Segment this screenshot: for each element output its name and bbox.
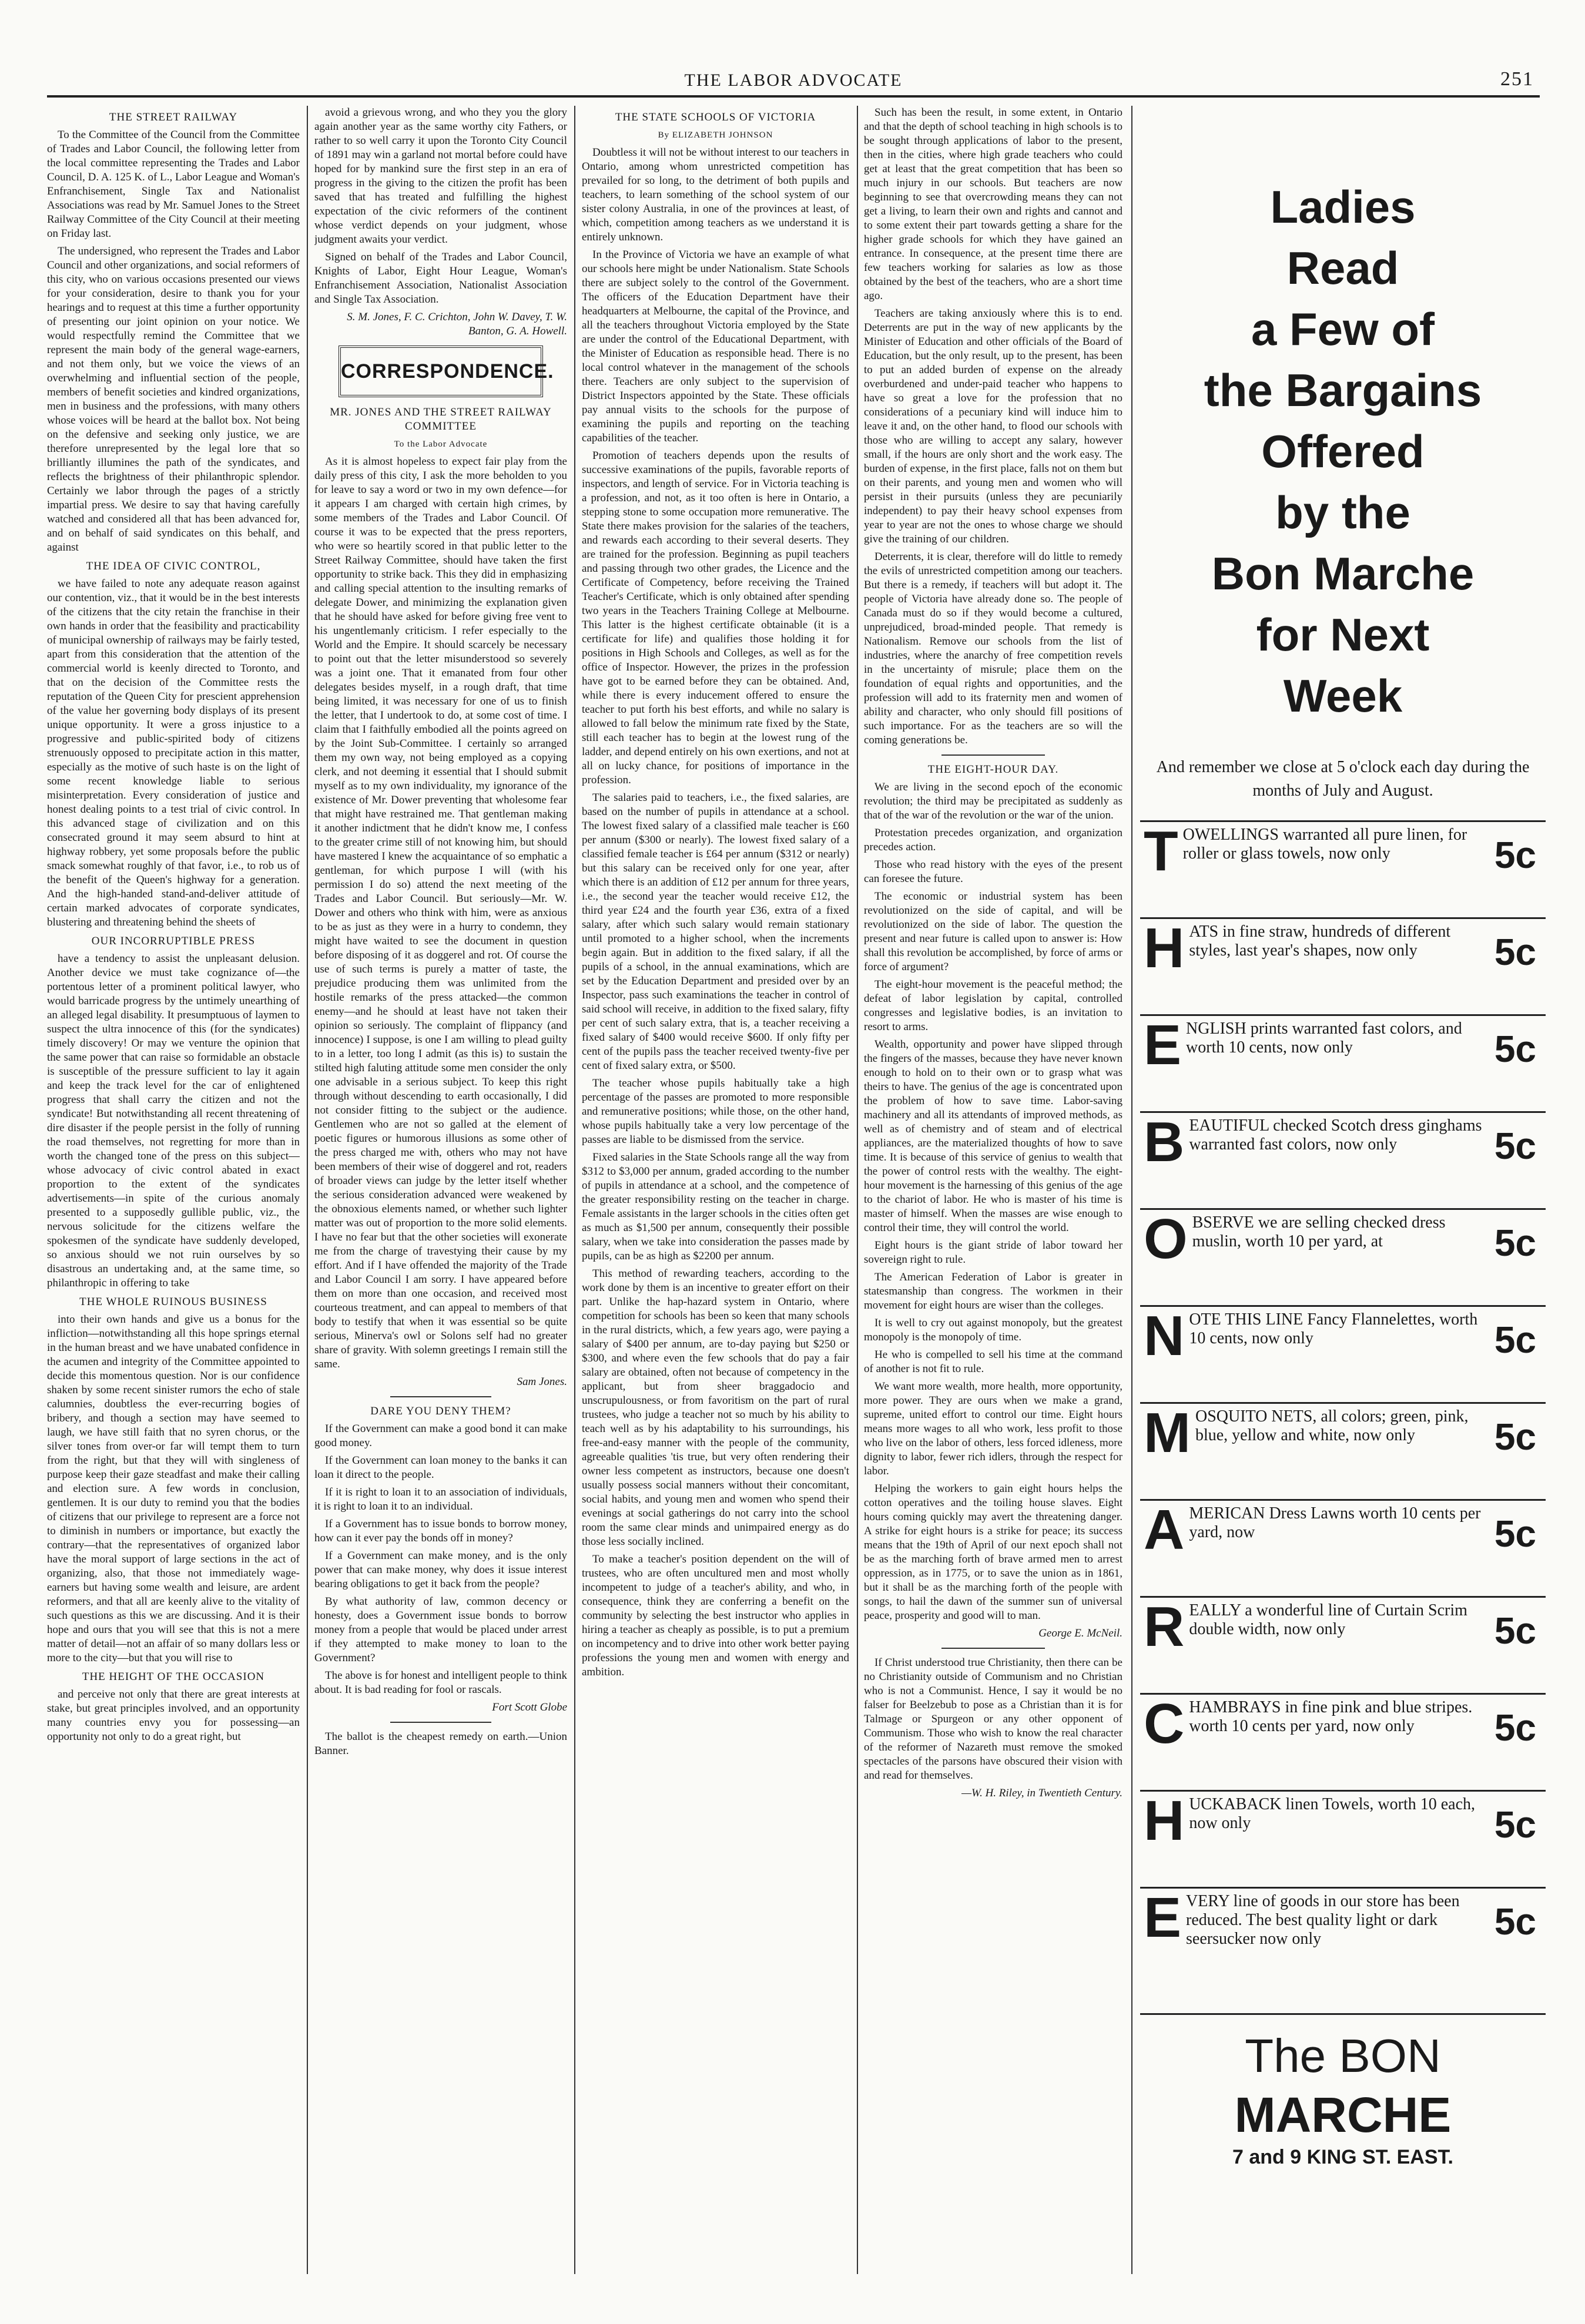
paragraph: Such has been the result, in some extent, in Ontario and that the depth of school teaching in high schools is to be sought through applications of labor to the present, then in the cities, where high grade teachers who could get at least that the great competition that has been so much injury in our schools. But teachers are now beginning to see that overcrowding means they can not get a living, to learn their own and rights and cannot and to some extent their part towards getting a share for the higher grade schools for which they have gained an entrance. In consequence, at the present time there are few teachers working for salaries as low as those obtained by the best of the teachers, who are a short time ago. — [864, 106, 1122, 302]
paragraph: The economic or industrial system has been revolutionized on the side of capital, and will be revolutionized on the side of labor. The question the present and near future is called upon to answer is: How shall this revolution be accomplished, by force of arms or force of argument? — [864, 890, 1122, 973]
column-2 — [314, 106, 567, 2280]
paragraph: Deterrents, it is clear, therefore will do little to remedy the evils of unrestricted competition among our teachers. But there is a remedy, if teachers will but adopt it. The people of Victoria have already done so. The people of Canada must do so if they would become a cultured, unprejudiced, broad-minded people. That remedy is Nationalism. Remove our schools from the list of industries, where the anarchy of free competition revels in the uncertainty of misrule; place them on the foundation of equal rights and opportunities, and the profession will add to its fraternity men and women of ability and character, who only should fill positions of such importance. For as the teachers are so will the coming generations be. — [864, 551, 1122, 746]
eight-hour-heading: THE EIGHT-HOUR DAY. — [927, 763, 1059, 776]
paragraph: The American Federation of Labor is greater in statesmanship than congress. The workmen in their movement for eight hours are wiser than the colleges. — [864, 1271, 1122, 1312]
ad-subtext: And remember we close at 5 o'clock each day during the months of July and August. — [1156, 758, 1530, 800]
ad-item-text: EAUTIFUL checked Scotch dress ginghams warranted fast colors, now only — [1189, 1116, 1482, 1153]
paragraph: This method of rewarding teachers, according to the work done by them is an incentive to greater effort on their part. Unlike the hap-hazard system in Ontario, where competition for schools has been so keen that many schools in the rural districts, which, a few years ago, were paying a salary of $400 per annum, are to-day paying but $250 or $300, and where even the few schools that do pay a fair salary are obtained, often not because of competency in the applicant, but from sheer braggadocio and unscrupulousness, or from favoritism on the part of rural trustees, who judge a teacher not so much by his ability to teach well as by his adaptability to his surroundings, his free-and-easy manner with the people of the community, agreeable qualities 'tis true, but very often rendering their owner less competent as instructors, because one doesn't usually possess social manners without their concomitant, social habits, and young men and women who spend their evenings at social gatherings do not carry into the school room the same clear minds and unimpaired energy as do those less socially inclined. — [582, 1267, 849, 1548]
headline-line: Ladies — [1270, 181, 1416, 233]
byline: By ELIZABETH JOHNSON — [658, 130, 773, 140]
section-rule — [390, 1396, 491, 1397]
signature: Sam Jones. — [517, 1376, 567, 1388]
ad-item-text: MERICAN Dress Lawns worth 10 cents per yard, now — [1189, 1504, 1481, 1541]
ad-item-initial: E — [1144, 1886, 1182, 1949]
street-railway-heading: THE STREET RAILWAY — [109, 111, 238, 123]
ad-item — [1140, 1208, 1546, 1305]
paragraph: We are living in the second epoch of the economic revolution; the third may be precipitated as suddenly as that of the war of the revolution or the war of the union. — [864, 781, 1122, 821]
ad-item-text: OSQUITO NETS, all colors; green, pink, blue, yellow and white, now only — [1195, 1407, 1469, 1444]
headline-line: Bon Marche — [1211, 548, 1475, 599]
ad-item-initial: A — [1144, 1498, 1185, 1561]
paragraph: The ballot is the cheapest remedy on earth.—Union Banner. — [314, 1731, 567, 1757]
column-divider — [307, 106, 308, 2274]
ad-item-initial: R — [1144, 1595, 1185, 1658]
ad-item — [1140, 1693, 1546, 1790]
paragraph: The undersigned, who represent the Trades and Labor Council and other organizations, and social reformers of this city, who on various occasions presented our views for your consideration, desire to thank you for your hearings and to request at this time a further opportunity of presenting our joint opinion on your notice. We would respectfully remind the Committee that we represent the main body of the general wage-earners, and not them only, but we voice the views of an overwhelming and influential section of the people, members of benefit societies and kindred organizations, men in business and the professions, with many others whose voices will be heard at the ballot box. Not being on the defensive and seeking only justice, we are therefore unrepresented by the legal lore that so brilliantly illumines the path of the syndicates, and reflects the brightness of their philanthropic splendor. Certainly we labor through the pages of a strictly impartial press. We desire to say that having carefully watched and considered all that has been advanced for, and on behalf of said syndicates on this behalf, and against — [47, 245, 300, 554]
section-rule — [941, 1648, 1045, 1649]
ad-item-initial: H — [1144, 917, 1185, 980]
ad-footer-the-bon: The BON — [1140, 2013, 1546, 2085]
state-schools-heading: THE STATE SCHOOLS OF VICTORIA — [615, 111, 816, 123]
paragraph: into their own hands and give us a bonus for the infliction—notwithstanding all this hope springs eternal in the human breast and we have unabated confidence in the acumen and integrity of the Committee appointed to decide this momentous question. Nor is our confidence shaken by some recent sinister rumors the echo of stale calumnies, doubtless the ever-recurring bogies of bribery, and though a section may have seemed to laugh, we have still faith that no syren chorus, or the silver tones from over-or far will tempt them to turn from the right, but that they will with singleness of purpose keep their gaze steadfast and make their calling and election sure. A few words in conclusion, gentlemen. It is our duty to remind you that the bodies of citizens that our privilege to represent are a force not to diminish in numbers or importance, but exactly the contrary—that the representatives of organized labor have the moral support of large sections in the act of organizing, also, that those not immediately wage-earners but having some wealth and leisure, are ardent reformers, and that all are keenly alive to the vitality of such questions as this we are discussing. And it is their hope and ours that you will see that this is not a mere matter of detail—not an affair of so many dollars less or more to the city—but that you will rise to — [47, 1313, 300, 1664]
paragraph: Doubtless it will not be without interest to our teachers in Ontario, among whom unrestricted competition has prevailed for so long, to the detriment of both pupils and teachers, to learn something of the school system of our sister colony Australia, in one of the provinces at least, of which, competition among teachers as we understand it is entirely unknown. — [582, 146, 849, 243]
ad-item-initial: M — [1144, 1401, 1191, 1464]
headline-line: Read — [1286, 242, 1399, 294]
ad-item-text: NGLISH prints warranted fast colors, and worth 10 cents, now only — [1186, 1020, 1462, 1057]
paragraph: The eight-hour movement is the peaceful method; the defeat of labor legislation by capital, controlled congresses and legislative bodies, is an invitation to resort to arms. — [864, 978, 1122, 1033]
ad-item-price: 5c — [1494, 1125, 1536, 1167]
paragraph: Teachers are taking anxiously where this is to end. Deterrents are put in the way of new applicants by the Minister of Education and other officials of the Board of Education, but the only result, up to the present, has been to put an added burden of expense on the already overburdened and under-paid teacher who happens to have so great a love for the profession that no considerations of a pecuniary kind will induce him to leave it and, on the other hand, to flood our schools with those who are willing to accept any salary, however small, if the hours are only short and the work easy. The burden of expense, in the first place, falls not on them but on their parents, and young men and women who will persist in their pursuits (unless they are pecuniarily independent) to pay their heavy school expenses from year to year are not the ones to whose charge we should give the training of our children. — [864, 307, 1122, 545]
paragraph: To make a teacher's position dependent on the will of trustees, who are often uncultured men and most wholly incompetent to judge of a teacher's ability, and who, in consequence, think they are conferring a benefit on the community by selecting the best instructor who applies in hiring a teacher as cheaply as possible, is to put a premium on incompetency and to drive into other work better paying professions the young men and women with energy and ambition. — [582, 1553, 849, 1678]
ad-item — [1140, 1305, 1546, 1402]
paragraph: If a Government can make money, and is the only power that can make money, why does it issue interest bearing obligations to get it back from the people? — [314, 1550, 567, 1590]
deny-heading: DARE YOU DENY THEM? — [370, 1405, 511, 1417]
newspaper-page — [47, 59, 1546, 2292]
ad-item-price: 5c — [1494, 1706, 1536, 1749]
ad-item-price: 5c — [1494, 1416, 1536, 1458]
paragraph: and perceive not only that there are great interests at stake, but great principles involved, and an opportunity many countries envy you for possessing—an opportunity not only to do a great right, but — [47, 1688, 300, 1743]
paragraph: We want more wealth, more health, more opportunity, more power. They are ours when we make a grand, supreme, united effort to control our time. Eight hours means more wages to all who work, less profit to those who live on the labor of others, less forced idleness, more dignity to labor, fewer rich idlers, through the respect for labor. — [864, 1380, 1122, 1477]
paragraph: Eight hours is the giant stride of labor toward her sovereign right to rule. — [864, 1239, 1122, 1266]
paragraph: If the Government can make a good bond it can make good money. — [314, 1423, 567, 1449]
headline-line: for Next — [1256, 609, 1430, 660]
occasion-heading: THE HEIGHT OF THE OCCASION — [82, 1671, 265, 1683]
ad-item-text: BSERVE we are selling checked dress muslin, worth 10 per yard, at — [1192, 1213, 1446, 1250]
paragraph: In the Province of Victoria we have an example of what our schools here might be under Nationalism. State Schools there are subject solely to the control of the Government. The officers of the Education Department have their headquarters at Melbourne, the capital of the Province, and all the teachers throughout Victoria employed by the State are under the control of the Educational Department, with the Minister of Education as responsible head. There is no local control whatever in the management of the schools there. Teachers are only subject to the supervision of District Inspectors appointed by the State. These officials pay annual visits to the schools for the purpose of examining the pupils and reporting on the teaching capabilities of the teacher. — [582, 249, 849, 444]
ad-item — [1140, 1014, 1546, 1111]
ad-footer-address: 7 and 9 KING ST. EAST. — [1232, 2146, 1453, 2168]
ad-item-initial: B — [1144, 1111, 1185, 1173]
paragraph: The teacher whose pupils habitually take a high percentage of the passes are promoted to more responsible and remunerative positions; while those, on the other hand, whose pupils habitually take a very low percentage of the passes are liable to be dismissed from the service. — [582, 1077, 849, 1146]
paragraph: Wealth, opportunity and power have slipped through the fingers of the masses, because they have never known enough to hold on to their own or to grasp what was theirs to have. The genius of the age is concentrated upon the problem of how to save time. Labor-saving machinery and all its attendants of improved methods, as well as of chemistry and of steam and of electrical appliances, are the materialized thoughts of how to save time. It is because of this service of genius to wealth that the power of control rests with the wealthy. The eight-hour movement is the harnessing of this genius of the age to the chariot of labor. He who is master of his time is master of himself. When the masses are wise enough to control their time, they will control the world. — [864, 1038, 1122, 1234]
running-header — [47, 65, 1540, 100]
section-rule — [390, 1722, 491, 1723]
paragraph: If Christ understood true Christianity, then there can be no Christianity outside of Communism and no Christian who is not a Communist. Hence, I say it would be no falser for Beelzebub to pose as a Christian than it is for Talmage or Spurgeon or any other opponent of Communism. Those who wish to know the real character of the reformer of Nazareth must remove the smoked spectacles of the parsons have obscured their vision with and read for themselves. — [864, 1656, 1122, 1782]
page-number: 251 — [1500, 68, 1534, 90]
paragraph: If a Government has to issue bonds to borrow money, how can it ever pay the bonds off in money? — [314, 1518, 567, 1544]
ad-item-price: 5c — [1494, 1028, 1536, 1070]
paragraph: have a tendency to assist the unpleasant delusion. Another device we must take cognizance of—the portentous letter of a prominent political lawyer, who would barricade progress by the untimely unearthing of an alleged legal disability. It presumptuous of laymen to suspect the ultra innocence of this (for the syndicates) timely discovery! Or may we venture the opinion that the same power that can raise so formidable an obstacle is susceptible of the pressure sufficient to lay it again and keep the track level for the car of enlightened progress that shall carry the citizen and not the syndicate! But notwithstanding all recent threatening of dire disaster if the people persist in the folly of running the road themselves, not regretting for more than in worth the changed tone of the press on this subject—whose advocacy of civic control abated in exact proportion to the extent of the syndicates advertisements—in spite of the curious anomaly presented to a supposedly gullible public, viz., the nervous solicitude for the citizens welfare the spokesmen of the syndicate have suddenly developed, so anxious should we not ruin ourselves by so disastrous an undertaking and, at the same time, so philanthropic in offering to take — [47, 953, 300, 1289]
ad-item — [1140, 820, 1546, 917]
ad-item — [1140, 1596, 1546, 1693]
ad-item-initial: O — [1144, 1208, 1188, 1270]
ad-item-initial: E — [1144, 1014, 1182, 1077]
headline-line: a Few of — [1251, 303, 1435, 355]
ad-item-text: OWELLINGS warranted all pure linen, for roller or glass towels, now only — [1182, 826, 1467, 863]
paragraph: By what authority of law, common decency or honesty, does a Government issue bonds to borrow money from a people that would be placed under arrest if they attempted to make money to loan to the Government? — [314, 1595, 567, 1664]
ad-item-price: 5c — [1494, 931, 1536, 973]
ad-item-text: EALLY a wonderful line of Curtain Scrim double width, now only — [1189, 1601, 1467, 1638]
paragraph: If the Government can loan money to the banks it can loan it direct to the people. — [314, 1454, 567, 1481]
correspondence-banner: CORRESPONDENCE. — [339, 346, 543, 397]
ad-item — [1140, 1887, 1546, 1984]
paragraph: Those who read history with the eyes of the present can foresee the future. — [864, 858, 1122, 885]
ad-item-price: 5c — [1494, 1222, 1536, 1264]
column-3 — [582, 106, 849, 2280]
ad-item-price: 5c — [1494, 1319, 1536, 1361]
ad-item-price: 5c — [1494, 1803, 1536, 1846]
headline-line: the Bargains — [1204, 364, 1482, 416]
paragraph: Promotion of teachers depends upon the results of successive examinations of the pupils, favorable reports of inspectors, and length of service. For in Victoria teaching is a profession, and not, as it too often is here in Ontario, a stepping stone to some occupation more remunerative. The State there makes provision for the salaries of the teachers, and rewards each according to their several deserts. They are trained for the profession. Beginning as pupil teachers and passing through two other grades, the Licence and the Certificate of Competency, before receiving the Trained Teacher's Certificate, which is only obtained after spending two years in the Teachers Training College at Melbourne. This latter is the highest certificate obtainable (it is a certificate for life) and qualifies those holding it for positions in High Schools and Colleges, as well as for the office of Inspector. However, the prizes in the profession have got to be earned before they can be obtained. And, while there is every inducement offered to ensure the teacher to put forth his best efforts, and while no salary is allowed to fall below the minimum rate fixed by the State, still each teacher has to begin at the lowest rung of the ladder, and depend entirely on his own exertions, and not at all on lucky chance, for positions of importance in the profession. — [582, 450, 849, 786]
ruinous-business-heading: THE WHOLE RUINOUS BUSINESS — [79, 1296, 267, 1308]
paragraph: Helping the workers to gain eight hours helps the cotton operatives and the toiling house slaves. Eight hours coming quickly may avert the threatening danger. A strike for eight hours is a strike for peace; its success means that the 19th of April of our next epoch shall not be as the marching forth of brave armed men to arrest oppression, as in 1775, or to save the union as in 1861, but it shall be as the marching forth of the people with songs, to hail the dawn of the summer sun of universal peace, prosperity and good will to man. — [864, 1483, 1122, 1622]
bon-marche-ad — [1140, 106, 1546, 2280]
signature: —W. H. Riley, in Twentieth Century. — [961, 1787, 1122, 1799]
ad-item-text: VERY line of goods in our store has been reduced. The best quality light or dark seersucker now only — [1186, 1892, 1460, 1948]
paragraph: avoid a grievous wrong, and who they you the glory again another year as the same worthy city Fathers, or rather to so well carry it upon the Toronto City Council of 1891 may win a garland not mortal before could have hoped for by mankind sure the first step in an era of progress in the giving to the citizen the profit has been saved that has treated and fulfilling the highest expectation of the civic reformers of the continent whose verdict depends on your judgment, whose judgment awaits your verdict. — [314, 106, 567, 246]
ad-item — [1140, 1402, 1546, 1499]
section-rule — [941, 754, 1045, 756]
headline-line: Offered — [1261, 425, 1425, 477]
mr-jones-heading: MR. JONES AND THE STREET RAILWAY COMMITTEE — [330, 406, 552, 432]
ad-item-text: HAMBRAYS in fine pink and blue stripes. worth 10 cents per yard, now only — [1189, 1698, 1473, 1735]
header-rule — [47, 95, 1540, 98]
paragraph: To the Committee of the Council from the Committee of Trades and Labor Council, the following letter from the local committee representing the Trades and Labor Council, D. A. 125 K. of L., Labor League and Woman's Enfranchisement, Single Tax and Nationalist Associations was read by Mr. Samuel Jones to the Street Railway Committee of the City Council at their meeting on Friday last. — [47, 129, 300, 240]
paragraph: As it is almost hopeless to expect fair play from the daily press of this city, I ask the more beholden to you for leave to say a word or two in my own defence—for it appears I am charged with certain high crimes, by some members of the Trades and Labor Council. Of course it was to be expected that the press reporters, who were so heartily scored in that public letter to the Street Railway Committee, should have taken the first opportunity to strike back. This they did in emphasizing and calling special attention to the insulting remarks of delegate Dower, and minimizing the explanation given that he should have asked for before giving free vent to his ungentlemanly criticism. I refer especially to the World and the Empire. It should scarcely be necessary to point out that the letter misunderstood so severely was a joint one. That it emanated from four other delegates besides myself, in a rough draft, that time being limited, it was necessary for one of us to finish the letter, that I undertook to do, at some cost of time. I claim that I faithfully embodied all the points agreed on by the Joint Sub-Committee. I certainly so arranged them my own way, not being employed as a copying clerk, and not deeming it essential that I should submit myself as to my own individuality, my ignorance of the existence of Mr. Dower preventing that wholesome fear that might have restrained me. That gentleman making it another indictment that he didn't know me, I confess to the greater crime still of not knowing him, but should have mastered I knew the acquaintance of so emphatic a gentleman, for which purpose I will (with his permission I do so) attend the next meeting of the Trades and Labor Council. But seriously—Mr. W. Dower and others who think with him, were as anxious to be as just as they were in a hurry to condemn, they might have waited to see the document in question before disposing of it as doggerel and rot. Of course the use of such terms is purely a matter of taste, the prejudice producing them was unlimited from the hostile remarks of the press attacked—the common enemy—and he should at least have not taken their opinion so seriously. The complaint of flippancy (and innocence) I suppose, is one I am willing to plead guilty to in a letter, too long I admit (as this is) to sustain the stilted high faluting attitude some men consider the only one advisable in a serious subject. To keep this right through without descending to earth occasionally, I did not consider fitting to the subject or the audience. Gentlemen who are not so galled at the element of poetic figures or humorous illusions as some other of the press charged me with, others who may not have been members of their wise of doggerel and rot, readers of broader views can judge by the letter itself whether the serious consideration advanced were weakened by the obnoxious elements named, or whether such lighter matter was out of proportion to the more solid elements. I have no fear but that the other societies will exonerate me from the charge of travestying their cause by my effort. And if I have offended the majority of the Trade and Labor Council I am sorry. I have appeared before them on more than one occasion, and received most courteous treatment, and can appeal to members of that body to testify that when it was essential so be quite serious, Minerva's owl or Solons self had no greater share of gravity. With solemn greetings I remain still the same. — [314, 455, 567, 1370]
byline: To the Labor Advocate — [394, 440, 488, 449]
paragraph: The above is for honest and intelligent people to think about. It is bad reading for fool or rascals. — [314, 1669, 567, 1696]
paragraph: Protestation precedes organization, and organization precedes action. — [864, 827, 1122, 853]
headline-line: Week — [1283, 670, 1403, 722]
paragraph: He who is compelled to sell his time at the command of another is not fit to rule. — [864, 1349, 1122, 1375]
ad-headline — [1140, 176, 1546, 726]
ad-item — [1140, 1111, 1546, 1208]
ad-item-price: 5c — [1494, 1513, 1536, 1555]
column-4 — [864, 106, 1122, 2280]
paragraph: Signed on behalf of the Trades and Labor Council, Knights of Labor, Eight Hour League, Woman's Enfranchisement Association, Nationalist Association and Single Tax Association. — [314, 251, 567, 306]
ad-item-initial: T — [1144, 820, 1178, 883]
newspaper-title: THE LABOR ADVOCATE — [684, 71, 903, 90]
paragraph: Fixed salaries in the State Schools range all the way from $312 to $3,000 per annum, graded according to the number of pupils in attendance at a school, and the competence of the greater responsibility resting on the teacher in charge. Female assistants in the larger schools in the cities often get as much as $1,500 per annum, consequently their possible salary, when we take into consideration the passes made by pupils, can be as high as $2200 per annum. — [582, 1151, 849, 1262]
ad-item-price: 5c — [1494, 1609, 1536, 1652]
column-1 — [47, 106, 300, 2280]
signature: George E. McNeil. — [1038, 1627, 1122, 1639]
civic-control-heading: THE IDEA OF CIVIC CONTROL, — [86, 560, 261, 572]
ad-item-price: 5c — [1494, 1900, 1536, 1943]
ad-item — [1140, 917, 1546, 1014]
ad-item-initial: C — [1144, 1692, 1185, 1755]
column-divider — [857, 106, 858, 2274]
ad-item-text: ATS in fine straw, hundreds of different styles, last year's shapes, now only — [1189, 923, 1451, 960]
column-divider — [1131, 106, 1132, 2274]
ad-item-text: UCKABACK linen Towels, worth 10 each, now only — [1189, 1795, 1476, 1832]
signature: Fort Scott Globe — [492, 1701, 567, 1713]
column-divider — [574, 106, 575, 2274]
headline-line: by the — [1275, 487, 1410, 538]
ad-item-initial: N — [1144, 1304, 1185, 1367]
ad-item-list — [1140, 820, 1546, 1984]
ad-item-text: OTE THIS LINE Fancy Flannelettes, worth 10 cents, now only — [1189, 1310, 1478, 1347]
press-heading: OUR INCORRUPTIBLE PRESS — [91, 935, 256, 947]
paragraph: It is well to cry out against monopoly, but the greatest monopoly is the monopoly of time. — [864, 1317, 1122, 1343]
ad-item-initial: H — [1144, 1789, 1185, 1852]
ad-item — [1140, 1790, 1546, 1887]
ad-item — [1140, 1499, 1546, 1596]
paragraph: If it is right to loan it to an association of individuals, it is right to loan it to an individual. — [314, 1486, 567, 1513]
signers: S. M. Jones, F. C. Crichton, John W. Davey, T. W. Banton, G. A. Howell. — [347, 311, 567, 337]
ad-footer-marche: MARCHE — [1234, 2087, 1452, 2142]
paragraph: The salaries paid to teachers, i.e., the fixed salaries, are based on the number of pupils in attendance at a school. The lowest fixed salary of a classified male teacher is £60 per annum ($300 or nearly). The lowest fixed salary of a classified female teacher is £64 per annum ($312 or nearly) but this salary can be received only for one year, after which there is an addition of £12 per annum for three years, i.e., the second year the teacher would receive £12, the third year £24 and the fourth year £36, extra of a fixed salary, after which such salary would remain stationary until promoted to a higher school, when the increments begin again. But in addition to the fixed salary, if all the pupils of a school, in the annual examinations, which are set by the Education Department and presided over by an Inspector, pass such examinations the teacher in control of said school will receive, in addition to the fixed salary, fifty per cent of such salary extra, that is, a teacher receiving a fixed salary of $400 would receive $600. If only fifty per cent of the pupils pass the teacher received twenty-five per cent of fixed salary extra, or $500. — [582, 792, 849, 1072]
paragraph: we have failed to note any adequate reason against our contention, viz., that it would be in the best interests of the citizens that the city retain the franchise in their own hands in order that the feasibility and practicability of municipal ownership of railways may be fairly tested, apart from this consideration that the attention of the commercial world is keenly directed to Toronto, and that on the decision of the Committee rests the reputation of the Queen City for prescient apprehension of the value her governing body displays of its present unique opportunity. It were a gross injustice to a progressive and public-spirited body of citizens strenuously opposed to precipitate action in this matter, especially as the motive of such haste is on the light of some recent knowledge liable to serious misinterpretation. Every consideration of justice and honest dealing points to a test trial of civic control. In this advanced stage of civilization and on this consecrated ground it may seem absurd to hint at highway robbery, yet some proposals before the public smack somewhat roughly of that favor, i.e., to rob us of the benefit of the Queen's highway for a generation. And the high-handed stand-and-deliver attitude of certain marked advocates of corporate syndicates, blustering and threatening behind the sheets of — [47, 578, 300, 928]
ad-item-price: 5c — [1494, 834, 1536, 876]
